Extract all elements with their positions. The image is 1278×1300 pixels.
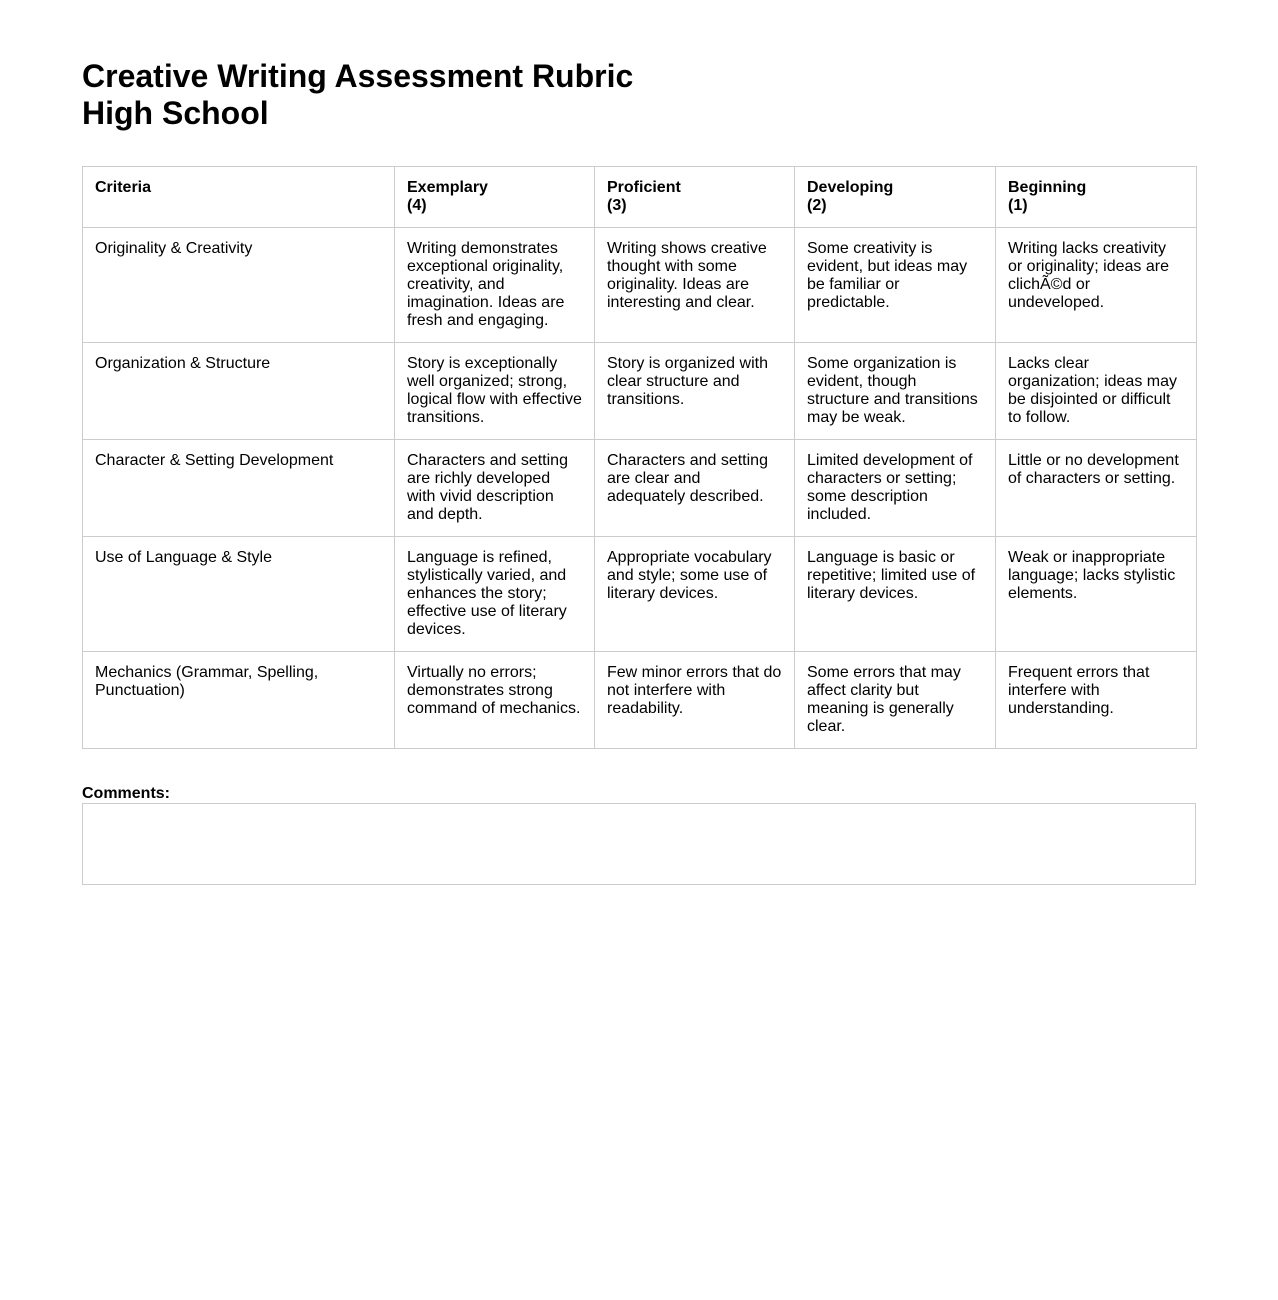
criterion-cell: Character & Setting Development [83,440,395,537]
level-label: Developing [807,179,894,196]
descriptor-cell-proficient: Story is organized with clear structure and transitions. [595,343,795,440]
table-header-row [83,167,1197,228]
criterion-cell: Mechanics (Grammar, Spelling, Punctuation) [83,652,395,749]
descriptor-cell-exemplary: Characters and setting are richly developed with vivid description and depth. [395,440,595,537]
level-points: (4) [407,197,427,214]
level-points: (1) [1008,197,1028,214]
descriptor-cell-exemplary: Language is refined, stylistically varied, and enhances the story; effective use of literary devices. [395,537,595,652]
descriptor-cell-developing: Limited development of characters or setting; some description included. [795,440,996,537]
header-level-beginning [996,167,1197,228]
descriptor-cell-developing: Some errors that may affect clarity but meaning is generally clear. [795,652,996,749]
criterion-cell: Organization & Structure [83,343,395,440]
level-label: Proficient [607,179,681,196]
page-title [82,58,1196,132]
comments-section [82,785,1196,885]
comments-label: Comments: [82,785,171,802]
descriptor-cell-exemplary: Story is exceptionally well organized; strong, logical flow with effective transitions. [395,343,595,440]
descriptor-cell-beginning: Lacks clear organization; ideas may be disjointed or difficult to follow. [996,343,1197,440]
header-criteria: Criteria [83,167,395,228]
level-label: Exemplary [407,179,488,196]
descriptor-cell-proficient: Writing shows creative thought with some originality. Ideas are interesting and clear. [595,228,795,343]
descriptor-cell-beginning: Weak or inappropriate language; lacks stylistic elements. [996,537,1197,652]
header-level-developing [795,167,996,228]
table-row [83,652,1197,749]
descriptor-cell-proficient: Characters and setting are clear and adequately described. [595,440,795,537]
header-level-proficient [595,167,795,228]
table-row [83,228,1197,343]
level-points: (3) [607,197,627,214]
criterion-cell: Originality & Creativity [83,228,395,343]
level-label: Beginning [1008,179,1087,196]
table-row [83,440,1197,537]
page-title-line-1: Creative Writing Assessment Rubric [82,58,634,94]
descriptor-cell-beginning: Frequent errors that interfere with understanding. [996,652,1197,749]
rubric-table [82,166,1197,749]
table-row [83,537,1197,652]
descriptor-cell-developing: Language is basic or repetitive; limited use of literary devices. [795,537,996,652]
criterion-cell: Use of Language & Style [83,537,395,652]
level-points: (2) [807,197,827,214]
comments-input[interactable] [82,803,1196,885]
descriptor-cell-beginning: Little or no development of characters or setting. [996,440,1197,537]
rubric-page [82,58,1196,885]
descriptor-cell-beginning: Writing lacks creativity or originality; ideas are clichÃ©d or undeveloped. [996,228,1197,343]
page-title-line-2: High School [82,95,269,131]
descriptor-cell-developing: Some creativity is evident, but ideas may be familiar or predictable. [795,228,996,343]
header-level-exemplary [395,167,595,228]
descriptor-cell-exemplary: Virtually no errors; demonstrates strong command of mechanics. [395,652,595,749]
descriptor-cell-developing: Some organization is evident, though structure and transitions may be weak. [795,343,996,440]
descriptor-cell-exemplary: Writing demonstrates exceptional originality, creativity, and imagination. Ideas are fresh and engaging. [395,228,595,343]
table-row [83,343,1197,440]
descriptor-cell-proficient: Few minor errors that do not interfere with readability. [595,652,795,749]
descriptor-cell-proficient: Appropriate vocabulary and style; some use of literary devices. [595,537,795,652]
